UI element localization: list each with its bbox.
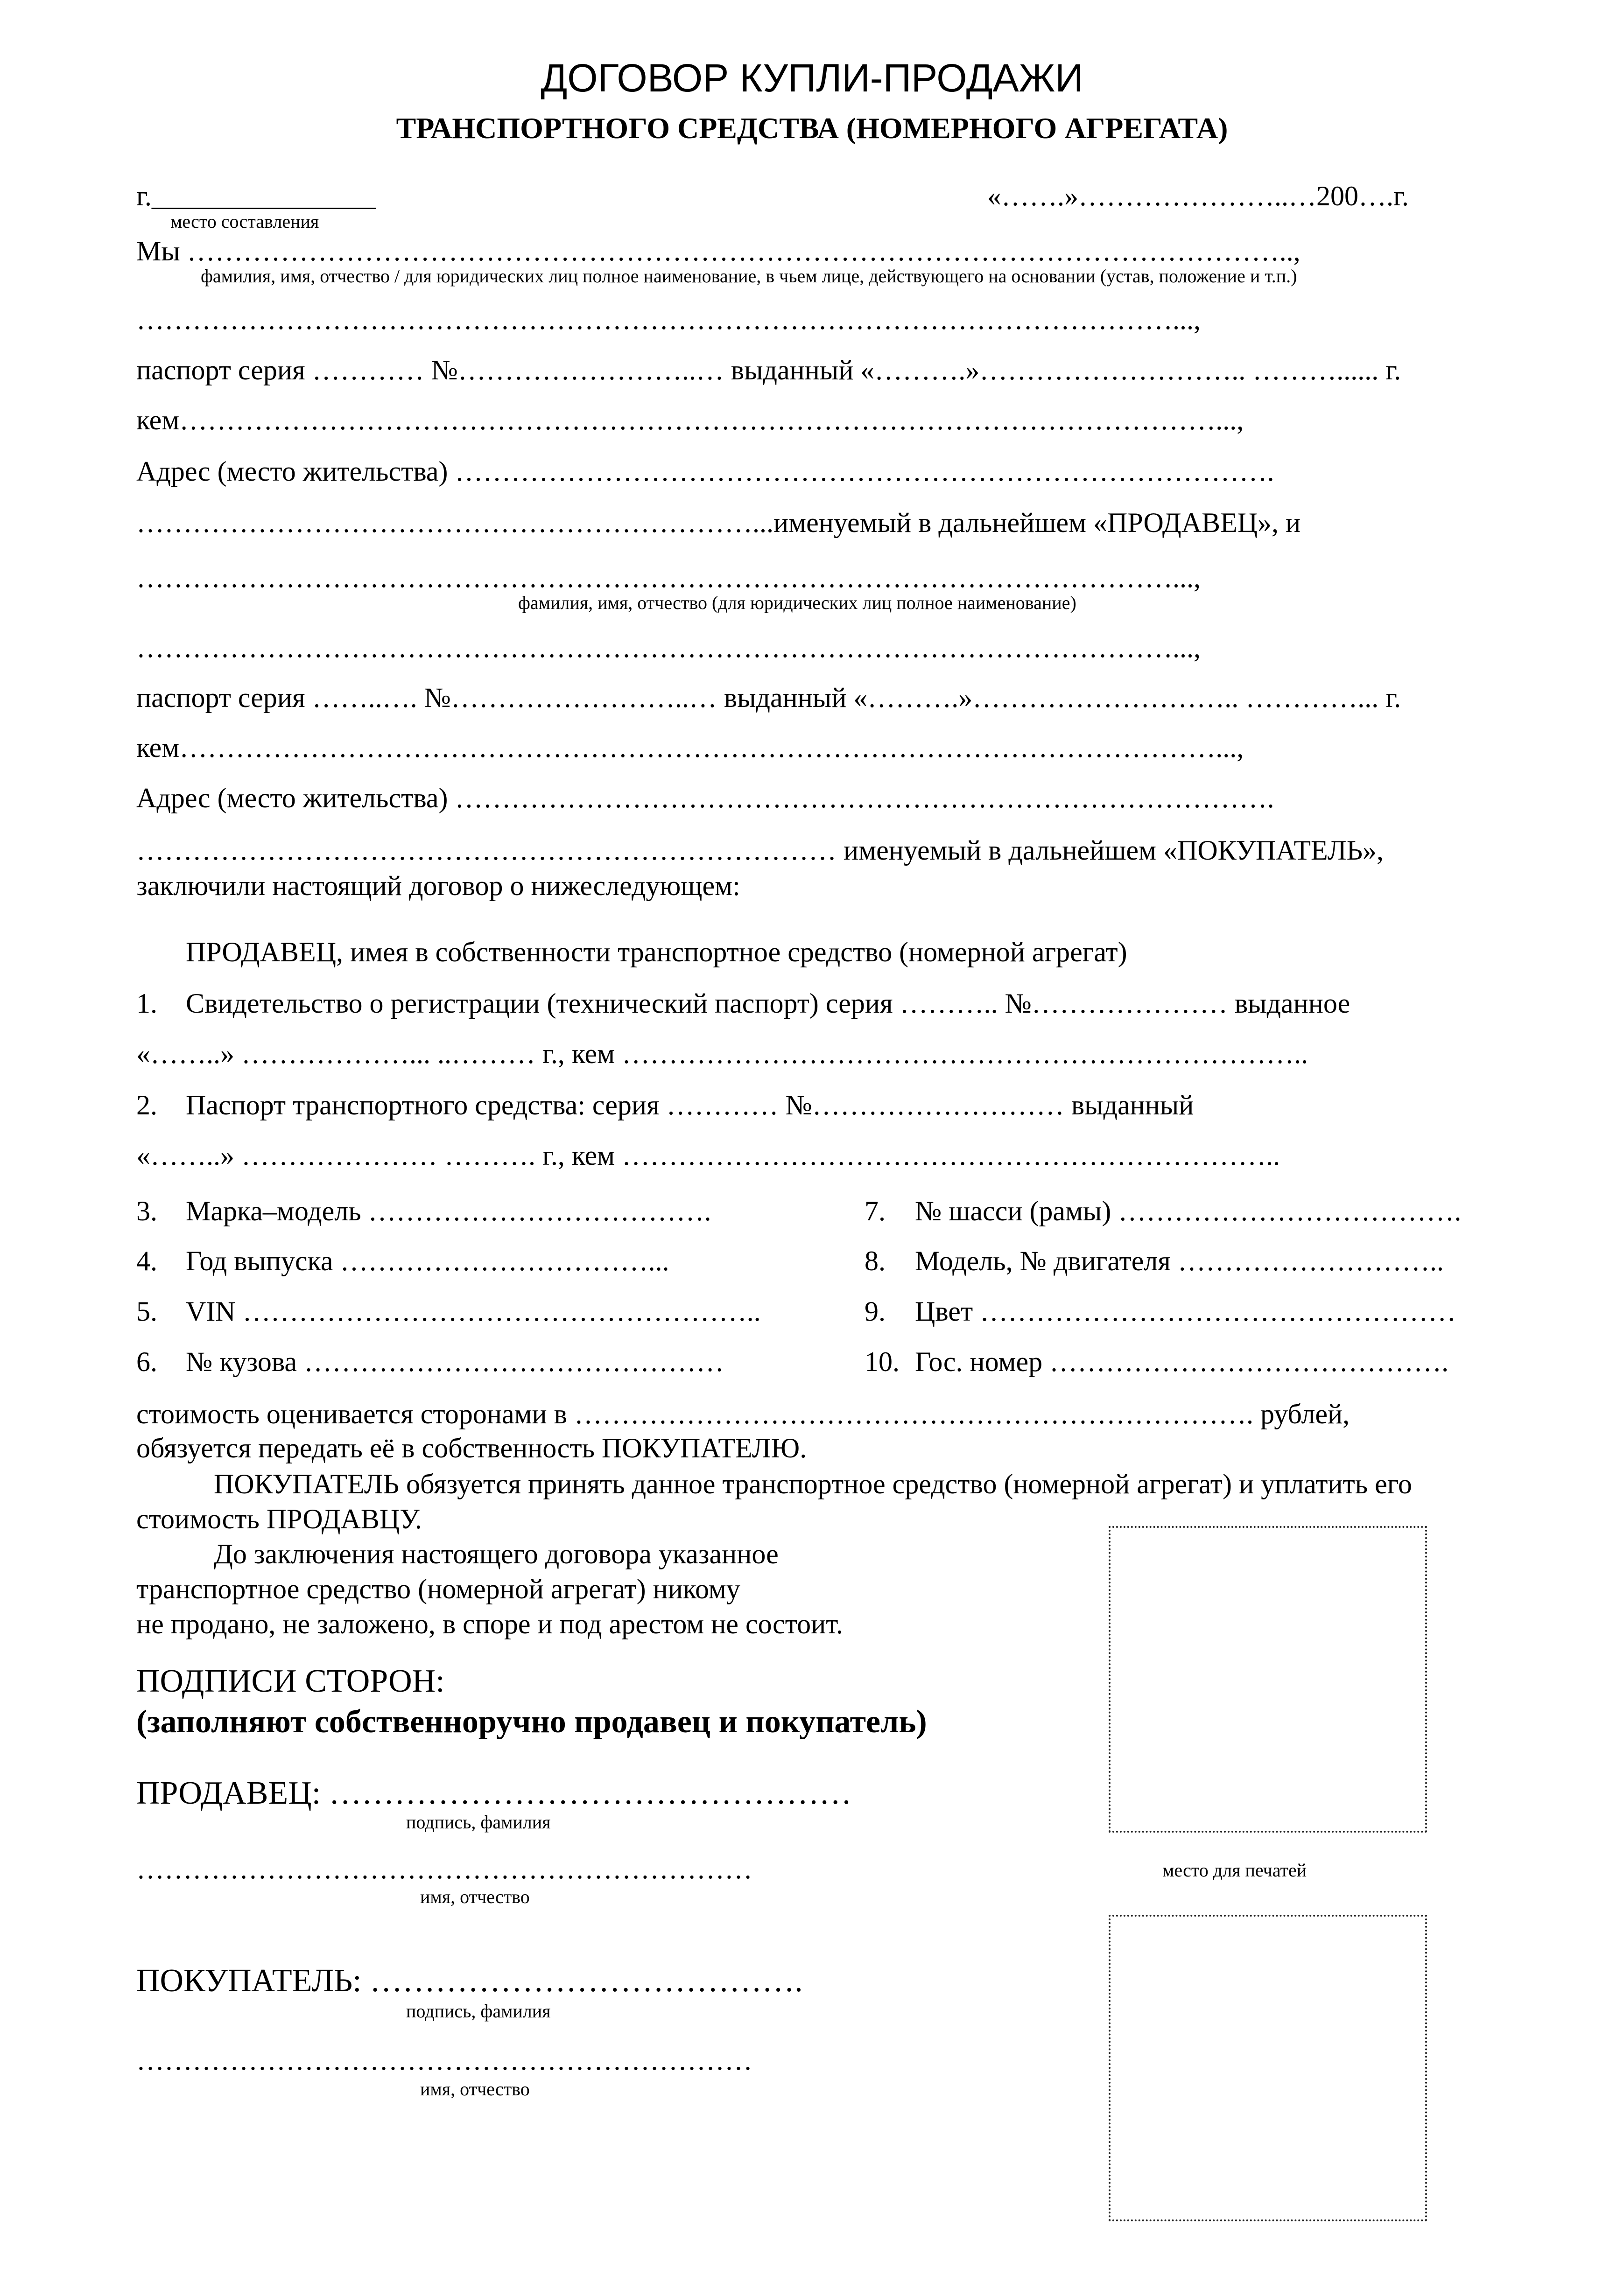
- buyer-signature-caption: подпись, фамилия: [406, 2001, 551, 2022]
- make-model-field[interactable]: Марка–модель ……………………………….: [186, 1196, 711, 1226]
- buyer-name-caption: фамилия, имя, отчество (для юридических лиц полное наименование): [518, 592, 1076, 613]
- chassis-number-field[interactable]: № шасси (рамы) ……………………………….: [915, 1196, 1462, 1226]
- seller-named-line[interactable]: …………………………………………………………...именуемый в дальнейшем «ПРОДАВЕЦ», и: [136, 507, 1301, 538]
- clean-title-clause: До заключения настоящего договора указанное: [214, 1539, 779, 1569]
- signatures-heading: ПОДПИСИ СТОРОН:: [136, 1663, 445, 1699]
- buyer-name-field-2[interactable]: …………………………………………………………………………………………………...,: [136, 632, 1201, 663]
- stamp-caption: место для печатей: [1162, 1860, 1307, 1881]
- stamp-box-seller[interactable]: [1109, 1526, 1427, 1833]
- buyer-name-field[interactable]: …………………………………………………………………………………………………...,: [136, 562, 1201, 593]
- year-field[interactable]: Год выпуска ……………………………...: [186, 1246, 669, 1276]
- seller-signature-field[interactable]: ПРОДАВЕЦ: …………………………………………: [136, 1775, 852, 1811]
- buyer-named-line[interactable]: ………………………………………………………………… именуемый в дальнейшем «ПОКУПАТЕЛЬ»,: [136, 835, 1384, 866]
- buyer-name-signature-field[interactable]: …………………………………………………………: [136, 2045, 752, 2076]
- buyer-name-caption-sig: имя, отчество: [420, 2079, 530, 2100]
- item-number: 2.: [136, 1090, 157, 1120]
- plate-number-field[interactable]: Гос. номер …………………………………….: [915, 1346, 1449, 1377]
- seller-name-signature-field[interactable]: …………………………………………………………: [136, 1854, 752, 1884]
- agreement-line: заключили настоящий договор о нижеследующем:: [136, 870, 740, 901]
- item-number: 6.: [136, 1346, 157, 1377]
- item-number: 1.: [136, 988, 157, 1019]
- item-number: 8.: [865, 1246, 886, 1276]
- item-number: 7.: [865, 1196, 886, 1226]
- item-number: 10.: [865, 1346, 900, 1377]
- buyer-signature-field[interactable]: ПОКУПАТЕЛЬ: ………………………………….: [136, 1963, 803, 1999]
- seller-name-caption: фамилия, имя, отчество / для юридических лиц полное наименование, в чьем лице, действующего на основании (устав, положение и т.п.): [201, 266, 1297, 287]
- seller-name-caption-sig: имя, отчество: [420, 1886, 530, 1907]
- seller-name-field-2[interactable]: …………………………………………………………………………………………………...,: [136, 304, 1201, 335]
- vehicle-intro: ПРОДАВЕЦ, имея в собственности транспортное средство (номерной агрегат): [186, 937, 1127, 967]
- buyer-obligation: ПОКУПАТЕЛЬ обязуется принять данное транспортное средство (номерной агрегат) и уплатить его: [214, 1469, 1412, 1499]
- place-caption: место составления: [170, 211, 319, 232]
- transfer-clause: обязуется передать её в собственность ПОКУПАТЕЛЮ.: [136, 1433, 807, 1463]
- engine-model-field[interactable]: Модель, № двигателя ………………………..: [915, 1246, 1444, 1276]
- buyer-issued-by-field[interactable]: кем…………………………………………………………………………………………………...,: [136, 732, 1244, 763]
- vehicle-passport-field[interactable]: Паспорт транспортного средства: серия ………… №……………………… выданный: [186, 1090, 1194, 1120]
- city-field[interactable]: г.________________: [136, 181, 376, 211]
- registration-certificate-field[interactable]: Свидетельство о регистрации (технический паспорт) серия ……….. №………………… выданное: [186, 988, 1350, 1019]
- clean-title-clause-2: транспортное средство (номерной агрегат) никому: [136, 1574, 740, 1604]
- seller-issued-by-field[interactable]: кем…………………………………………………………………………………………………...,: [136, 405, 1244, 435]
- document-title: ДОГОВОР КУПЛИ-ПРОДАЖИ: [541, 56, 1083, 100]
- seller-name-field[interactable]: Мы ………………………………………………………………………………………………………..,: [136, 236, 1301, 266]
- vehicle-passport-issued-field[interactable]: «……..» ………………… ………. г., кем ……………………………………………………………..: [136, 1140, 1280, 1171]
- seller-address-field[interactable]: Адрес (место жительства) …………………………………………………………………………….: [136, 456, 1274, 487]
- document-subtitle: ТРАНСПОРТНОГО СРЕДСТВА (НОМЕРНОГО АГРЕГАТА): [396, 112, 1228, 145]
- body-number-field[interactable]: № кузова ………………………………………: [186, 1346, 724, 1377]
- buyer-passport-field[interactable]: паспорт серия ……..…. №……………………..… выданный «……….»……………………….. …………... г.: [136, 682, 1401, 713]
- signatures-note: (заполняют собственноручно продавец и покупатель): [136, 1704, 927, 1740]
- seller-passport-field[interactable]: паспорт серия ………… №……………………..… выданный «……….»……………………….. ………...... г.: [136, 355, 1401, 385]
- clean-title-clause-3: не продано, не заложено, в споре и под арестом не состоит.: [136, 1609, 843, 1639]
- date-field[interactable]: «…….»…………………..…200….г.: [987, 181, 1409, 211]
- buyer-address-field[interactable]: Адрес (место жительства) …………………………………………………………………………….: [136, 783, 1274, 813]
- item-number: 3.: [136, 1196, 157, 1226]
- item-number: 4.: [136, 1246, 157, 1276]
- vin-field[interactable]: VIN ………………………………………………..: [186, 1296, 761, 1327]
- stamp-box-buyer[interactable]: [1109, 1915, 1427, 2221]
- color-field[interactable]: Цвет ……………………………………………: [915, 1296, 1456, 1327]
- cost-field[interactable]: стоимость оценивается сторонами в ………………………………………………………………. рублей,: [136, 1399, 1350, 1429]
- registration-certificate-issued-field[interactable]: «……..» ………………... ..……… г., кем ………………………………………………………………..: [136, 1038, 1308, 1069]
- item-number: 9.: [865, 1296, 886, 1327]
- seller-signature-caption: подпись, фамилия: [406, 1812, 551, 1833]
- buyer-obligation-cont: стоимость ПРОДАВЦУ.: [136, 1504, 422, 1534]
- item-number: 5.: [136, 1296, 157, 1327]
